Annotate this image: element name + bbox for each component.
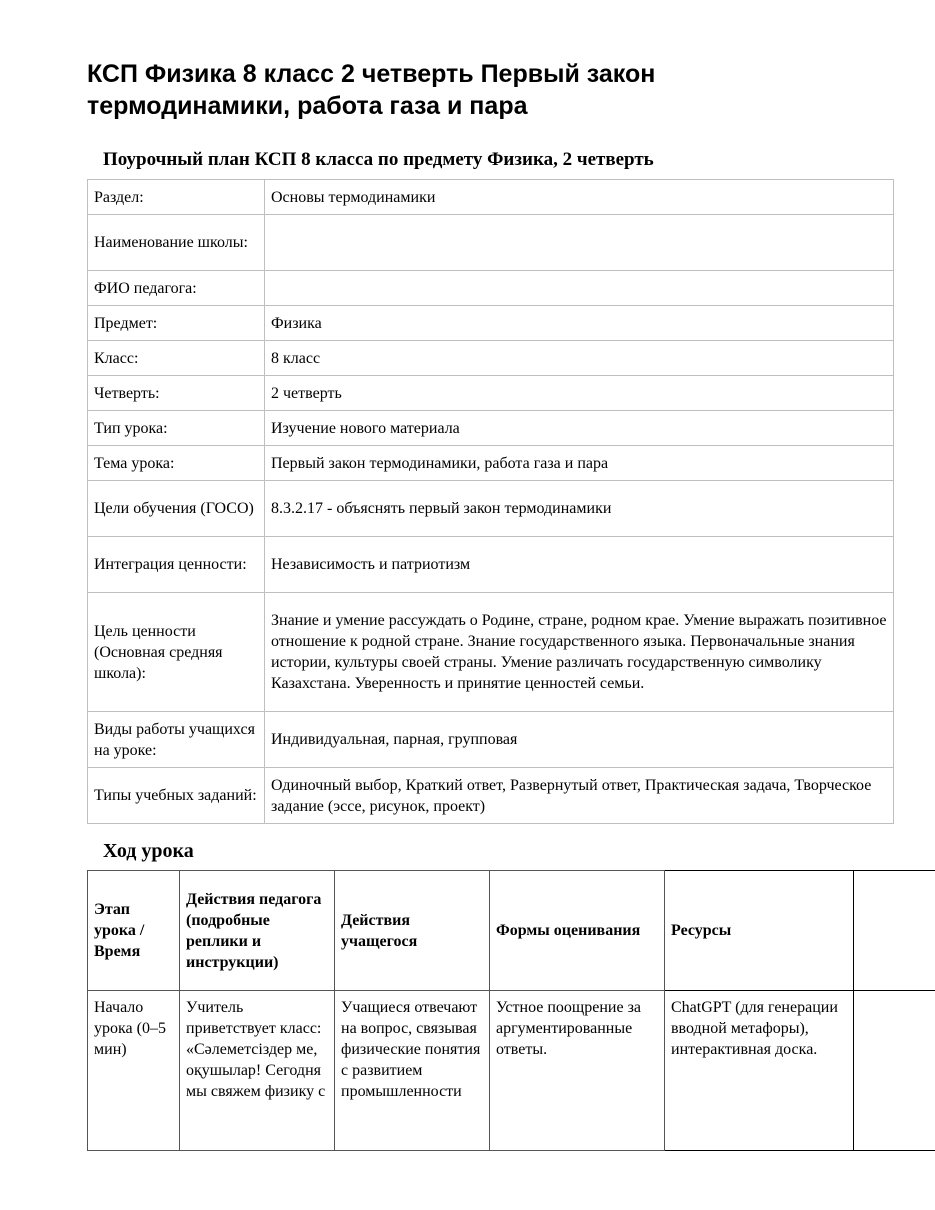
info-value: Независимость и патриотизм (265, 537, 894, 593)
info-value: 2 четверть (265, 376, 894, 411)
cell-teacher (180, 991, 335, 1151)
info-value (265, 215, 894, 271)
info-label: Раздел: (88, 180, 265, 215)
table-row (88, 341, 894, 376)
column-header-extra (854, 871, 935, 991)
column-header-assessment: Формы оценивания (490, 871, 665, 991)
table-row (88, 712, 894, 768)
column-header-teacher: Действия педагога (подробные реплики и инструкции) (180, 871, 335, 991)
table-row (88, 215, 894, 271)
lesson-flow-heading: Ход урока (103, 840, 194, 862)
info-label: Цель ценности (Основная средняя школа): (88, 593, 265, 712)
cell-assessment-text: Устное поощрение за аргументированные ответы. (496, 999, 641, 1058)
lesson-flow-table (87, 870, 935, 1151)
cell-extra-text (860, 997, 929, 1144)
cell-student (335, 991, 490, 1151)
table-header-row (88, 871, 935, 991)
table-row (88, 768, 894, 824)
cell-extra (854, 991, 935, 1151)
table-row (88, 991, 935, 1151)
table-row (88, 271, 894, 306)
table-row (88, 537, 894, 593)
column-header-stage: Этап урока / Время (88, 871, 180, 991)
info-label: ФИО педагога: (88, 271, 265, 306)
info-value: 8.3.2.17 - объяснять первый закон термодинамики (265, 481, 894, 537)
info-value: Изучение нового материала (265, 411, 894, 446)
cell-stage (88, 991, 180, 1151)
info-value: Физика (265, 306, 894, 341)
info-label: Наименование школы: (88, 215, 265, 271)
column-header-resources: Ресурсы (665, 871, 854, 991)
table-row (88, 411, 894, 446)
info-value (265, 271, 894, 306)
info-label: Тема урока: (88, 446, 265, 481)
cell-resources-text: ChatGPT (для генерации вводной метафоры), интерактивная доска. (671, 999, 838, 1058)
info-value: Знание и умение рассуждать о Родине, стране, родном крае. Умение выражать позитивное отношение к родной стране. Знание государственного языка. Первоначальные знания истории, культуры своей страны. Умение различать государственную символику Казахстана. Уверенность и принятие ценностей семьи. (265, 593, 894, 712)
info-label: Четверть: (88, 376, 265, 411)
info-label: Виды работы учащихся на уроке: (88, 712, 265, 768)
info-label: Класс: (88, 341, 265, 376)
info-value: Одиночный выбор, Краткий ответ, Развернутый ответ, Практическая задача, Творческое задание (эссе, рисунок, проект) (265, 768, 894, 824)
table-row (88, 593, 894, 712)
document-title: КСП Физика 8 класс 2 четверть Первый закон термодинамики, работа газа и пара (87, 60, 656, 120)
info-label: Цели обучения (ГОСО) (88, 481, 265, 537)
info-value: Первый закон термодинамики, работа газа и пара (265, 446, 894, 481)
info-label: Предмет: (88, 306, 265, 341)
cell-resources (665, 991, 854, 1151)
column-header-student: Действия учащегося (335, 871, 490, 991)
cell-assessment (490, 991, 665, 1151)
info-value: Основы термодинамики (265, 180, 894, 215)
info-value: 8 класс (265, 341, 894, 376)
plan-subtitle: Поурочный план КСП 8 класса по предмету Физика, 2 четверть (103, 149, 654, 170)
lesson-info-table (87, 179, 894, 824)
info-label: Типы учебных заданий: (88, 768, 265, 824)
table-row (88, 446, 894, 481)
info-label: Тип урока: (88, 411, 265, 446)
table-row (88, 306, 894, 341)
table-row (88, 180, 894, 215)
table-row (88, 481, 894, 537)
cell-teacher-text: Учитель приветствует класс: «Сәлеметсіздер ме, оқушылар! Сегодня мы свяжем физику с (186, 999, 326, 1100)
info-value: Индивидуальная, парная, групповая (265, 712, 894, 768)
info-label: Интеграция ценности: (88, 537, 265, 593)
table-row (88, 376, 894, 411)
cell-stage-text: Начало урока (0–5 мин) (94, 999, 166, 1058)
cell-student-text: Учащиеся отвечают на вопрос, связывая физические понятия с развитием промышленности (341, 999, 481, 1100)
